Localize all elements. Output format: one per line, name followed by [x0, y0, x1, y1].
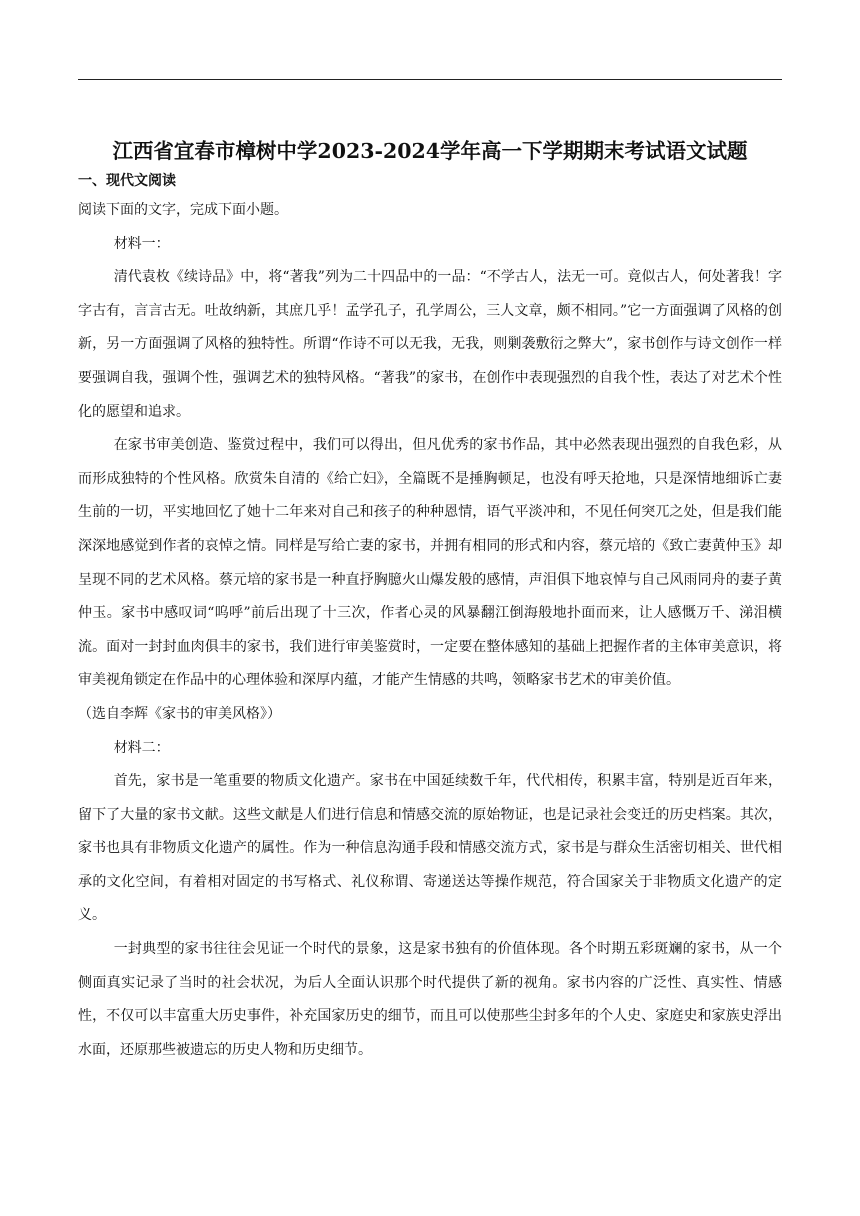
- material-2-paragraph: 一封典型的家书往往会见证一个时代的景象，这是家书独有的价值体现。各个时期五彩斑斓的家书，从一个侧面真实记录了当时的社会状况，为后人全面认识那个时代提供了新的视角。家书内容的广泛性、真实性、情感性，不仅可以丰富重大历史事件，补充国家历史的细节，而且可以使那些尘封多年的个人史、家庭史和家族史浮出水面，还原那些被遗忘的历史人物和历史细节。: [78, 941, 782, 1058]
- material-2-paragraph: 首先，家书是一笔重要的物质文化遗产。家书在中国延续数千年，代代相传，积累丰富，特别是近百年来，留下了大量的家书文献。这些文献是人们进行信息和情感交流的原始物证，也是记录社会变迁的历史档案。其次，家书也具有非物质文化遗产的属性。作为一种信息沟通手段和情感交流方式，家书是与群众生活密切相关、世代相承的文化空间，有着相对固定的书写格式、礼仪称谓、寄递送达等操作规范，符合国家关于非物质文化遗产的定义。: [78, 773, 782, 924]
- material-1-paragraph: 在家书审美创造、鉴赏过程中，我们可以得出，但凡优秀的家书作品，其中必然表现出强烈的自我色彩，从而形成独特的个性风格。欣赏朱自清的《给亡妇》，全篇既不是捶胸顿足，也没有呼天抢地，只是深情地细诉亡妻生前的一切，平实地回忆了她十二年来对自己和孩子的种种恩情，语气平淡冲和，不见任何突兀之处，但是我们能深深地感觉到作者的哀悼之情。同样是写给亡妻的家书，并拥有相同的形式和内容，蔡元培的《致亡妻黄仲玉》却呈现不同的艺术风格。蔡元培的家书是一种直抒胸臆火山爆发般的感情，声泪俱下地哀悼与自己风雨同舟的妻子黄仲玉。家书中感叹词“呜呼”前后出现了十三次，作者心灵的风暴翻江倒海般地扑面而来，让人感慨万千、涕泪横流。面对一封封血肉俱丰的家书，我们进行审美鉴赏时，一定要在整体感知的基础上把握作者的主体审美意识，将审美视角锁定在作品中的心理体验和深厚内蕴，才能产生情感的共鸣，领略家书艺术的审美价值。: [78, 437, 782, 689]
- instruction-text: 阅读下面的文字，完成下面小题。: [78, 202, 288, 218]
- section-heading: 一、现代文阅读: [78, 173, 176, 189]
- material-1-paragraph: 清代袁枚《续诗品》中，将“著我”列为二十四品中的一品：“不学古人，法无一可。竟似古人，何处著我！字字古有，言言古无。吐故纳新，其庶几乎！孟学孔子，孔学周公，三人文章，颇不相同。”它一方面强调了风格的创新，另一方面强调了风格的独特性。所谓“作诗不可以无我，无我，则剿袭敷衍之弊大”，家书创作与诗文创作一样要强调自我，强调个性，强调艺术的独特风格。“著我”的家书，在创作中表现强烈的自我个性，表达了对艺术个性化的愿望和追求。: [78, 269, 782, 420]
- material-1-source: （选自李辉《家书的审美风格》）: [78, 705, 281, 722]
- material-2-label: 材料二：: [113, 739, 170, 756]
- header-rule: [78, 79, 782, 80]
- document-page: [78, 134, 782, 1067]
- material-1-label: 材料一：: [113, 235, 170, 252]
- exam-title: 江西省宜春市樟树中学2023-2024学年高一下学期期末考试语文试题: [112, 139, 748, 163]
